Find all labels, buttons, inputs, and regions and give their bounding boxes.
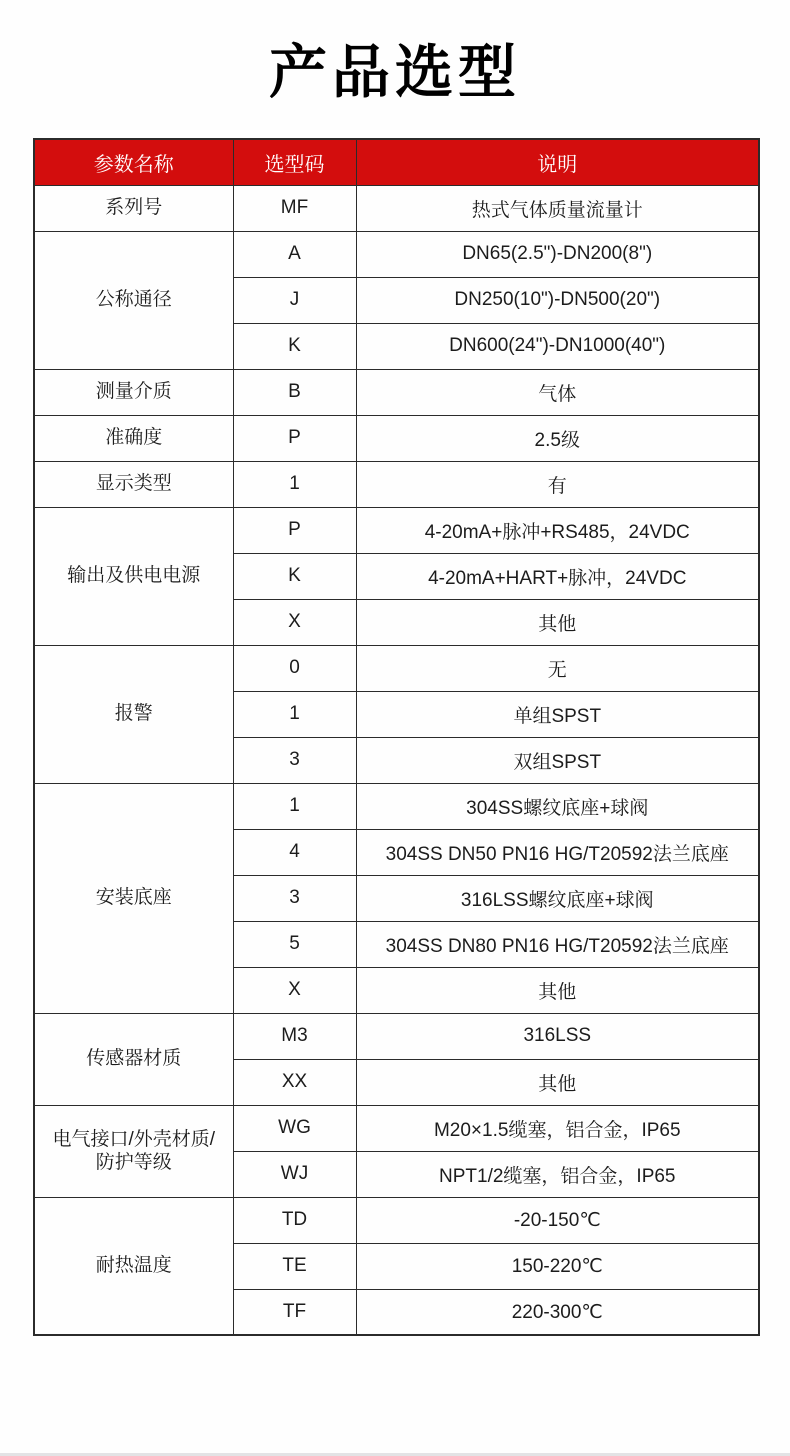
description-cell: 2.5级: [356, 415, 759, 461]
page-title: 产品选型: [268, 40, 521, 105]
description-cell: M20×1.5缆塞，铝合金，IP65: [356, 1105, 759, 1151]
description-cell: 4-20mA+HART+脉冲，24VDC: [356, 553, 759, 599]
description-cell: 单组SPST: [356, 691, 759, 737]
selection-code-cell: 0: [233, 645, 356, 691]
selection-code-cell: WG: [233, 1105, 356, 1151]
description-cell: 304SS DN80 PN16 HG/T20592法兰底座: [356, 921, 759, 967]
description-cell: 316LSS螺纹底座+球阀: [356, 875, 759, 921]
description-cell: DN65(2.5")-DN200(8"): [356, 231, 759, 277]
selection-code-cell: TE: [233, 1243, 356, 1289]
selection-code-cell: 3: [233, 737, 356, 783]
selection-code-cell: P: [233, 415, 356, 461]
description-cell: 4-20mA+脉冲+RS485，24VDC: [356, 507, 759, 553]
selection-code-cell: XX: [233, 1059, 356, 1105]
table-row: [34, 1105, 759, 1151]
selection-code-cell: X: [233, 599, 356, 645]
selection-code-cell: 4: [233, 829, 356, 875]
selection-code-cell: M3: [233, 1013, 356, 1059]
table-row: [34, 461, 759, 507]
table-row: [34, 507, 759, 553]
product-selection-table: [33, 138, 760, 1336]
selection-code-cell: TF: [233, 1289, 356, 1335]
table-row: [34, 369, 759, 415]
description-cell: 220-300℃: [356, 1289, 759, 1335]
description-cell: 304SS DN50 PN16 HG/T20592法兰底座: [356, 829, 759, 875]
param-name-cell: 报警: [34, 645, 233, 783]
description-cell: 316LSS: [356, 1013, 759, 1059]
header-selection-code: 选型码: [233, 139, 356, 185]
selection-code-cell: 3: [233, 875, 356, 921]
param-name-cell: 系列号: [34, 185, 233, 231]
param-name-cell: 安装底座: [34, 783, 233, 1013]
description-cell: 150-220℃: [356, 1243, 759, 1289]
description-cell: NPT1/2缆塞，铝合金，IP65: [356, 1151, 759, 1197]
description-cell: DN250(10")-DN500(20"): [356, 277, 759, 323]
header-param-name: 参数名称: [34, 139, 233, 185]
param-name-cell: 耐热温度: [34, 1197, 233, 1335]
description-cell: 有: [356, 461, 759, 507]
description-cell: -20-150℃: [356, 1197, 759, 1243]
selection-code-cell: J: [233, 277, 356, 323]
param-name-cell: 电气接口/外壳材质/防护等级: [34, 1105, 233, 1197]
description-cell: 气体: [356, 369, 759, 415]
selection-code-cell: X: [233, 967, 356, 1013]
table-row: [34, 1197, 759, 1243]
table-row: [34, 231, 759, 277]
selection-code-cell: 1: [233, 461, 356, 507]
selection-code-cell: MF: [233, 185, 356, 231]
table-header-row: [34, 139, 759, 185]
description-cell: 304SS螺纹底座+球阀: [356, 783, 759, 829]
description-cell: 双组SPST: [356, 737, 759, 783]
param-name-cell: 传感器材质: [34, 1013, 233, 1105]
selection-code-cell: K: [233, 553, 356, 599]
param-name-cell: 显示类型: [34, 461, 233, 507]
description-cell: 其他: [356, 599, 759, 645]
table-row: [34, 783, 759, 829]
table-row: [34, 1013, 759, 1059]
description-cell: 无: [356, 645, 759, 691]
table-row: [34, 185, 759, 231]
selection-code-cell: 5: [233, 921, 356, 967]
selection-code-cell: TD: [233, 1197, 356, 1243]
param-name-cell: 公称通径: [34, 231, 233, 369]
selection-code-cell: 1: [233, 783, 356, 829]
description-cell: DN600(24")-DN1000(40"): [356, 323, 759, 369]
selection-code-cell: WJ: [233, 1151, 356, 1197]
selection-code-cell: 1: [233, 691, 356, 737]
selection-code-cell: B: [233, 369, 356, 415]
selection-table-body: [34, 185, 759, 1335]
param-name-cell: 测量介质: [34, 369, 233, 415]
param-name-cell: 输出及供电电源: [34, 507, 233, 645]
table-row: [34, 415, 759, 461]
description-cell: 热式气体质量流量计: [356, 185, 759, 231]
header-description: 说明: [356, 139, 759, 185]
selection-code-cell: P: [233, 507, 356, 553]
table-row: [34, 645, 759, 691]
description-cell: 其他: [356, 967, 759, 1013]
selection-code-cell: A: [233, 231, 356, 277]
description-cell: 其他: [356, 1059, 759, 1105]
selection-code-cell: K: [233, 323, 356, 369]
param-name-cell: 准确度: [34, 415, 233, 461]
